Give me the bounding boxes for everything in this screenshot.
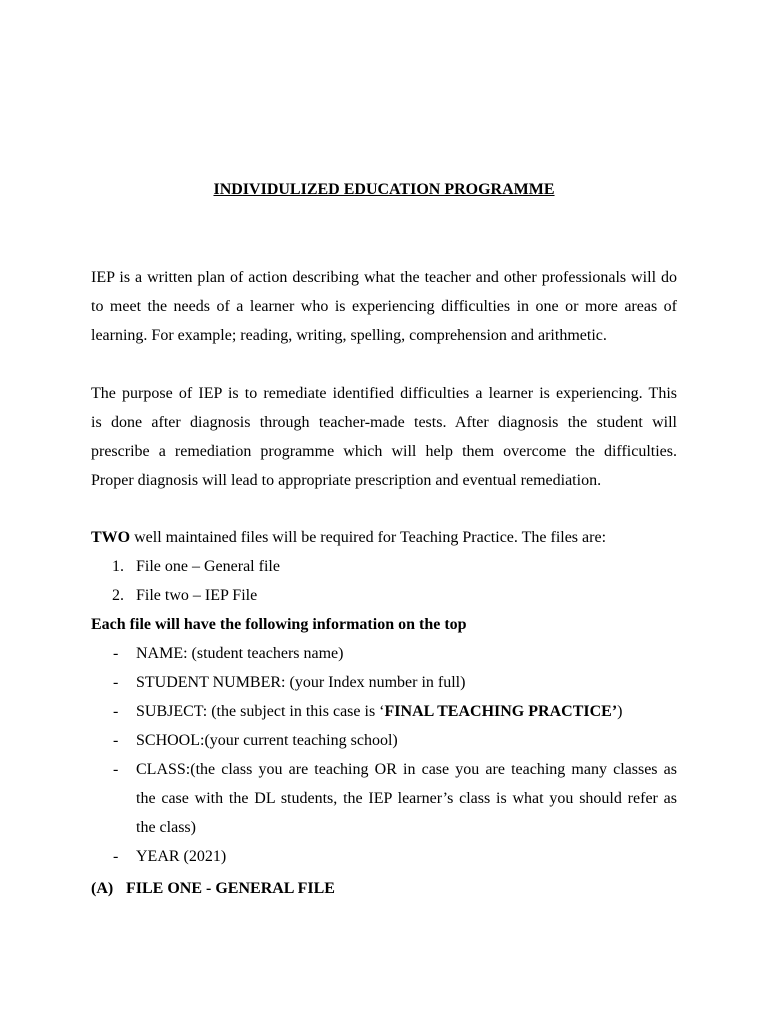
list-item-line: CLASS:(the class you are teaching OR in case you are teaching many classes as bbox=[136, 761, 677, 778]
list-number: 1. bbox=[112, 558, 124, 575]
list-item-text: File one – General file bbox=[136, 558, 280, 575]
dash-bullet: - bbox=[113, 732, 119, 749]
list-item-line: the class) bbox=[136, 819, 196, 836]
files-list bbox=[91, 552, 280, 610]
document-title: INDIVIDULIZED EDUCATION PROGRAMME bbox=[213, 181, 555, 198]
paragraph-line: learning. For example; reading, writing, spelling, comprehension and arithmetic. bbox=[91, 327, 607, 344]
list-item-line: the case with the DL students, the IEP learner’s class is what you should refer as bbox=[136, 790, 677, 807]
list-item-text bbox=[136, 697, 677, 726]
files-count-bold: TWO bbox=[91, 529, 131, 546]
files-intro-text: well maintained files will be required for Teaching Practice. The files are: bbox=[130, 529, 607, 546]
info-list bbox=[91, 639, 677, 871]
list-item-text: SCHOOL:(your current teaching school) bbox=[136, 732, 398, 749]
paragraph-line: prescribe a remediation programme which will help them overcome the difficulties. bbox=[91, 443, 677, 460]
section-title: FILE ONE - GENERAL FILE bbox=[126, 880, 335, 897]
list-item-text: File two – IEP File bbox=[136, 587, 258, 604]
list-item-text: STUDENT NUMBER: (your Index number in full) bbox=[136, 674, 466, 691]
list-item-text: NAME: (student teachers name) bbox=[136, 645, 344, 662]
subject-suffix: ) bbox=[617, 703, 623, 720]
dash-bullet: - bbox=[113, 848, 119, 865]
subject-bold: FINAL TEACHING PRACTICE’ bbox=[384, 703, 618, 720]
list-number: 2. bbox=[112, 587, 124, 604]
list-item bbox=[91, 581, 280, 610]
list-item-subject bbox=[91, 697, 677, 726]
paragraph-line: to meet the needs of a learner who is experiencing difficulties in one or more areas of bbox=[91, 298, 677, 315]
list-item-text: YEAR (2021) bbox=[136, 848, 227, 865]
list-item-student-number bbox=[91, 668, 677, 697]
files-intro bbox=[91, 523, 606, 552]
list-item-school bbox=[91, 726, 677, 755]
section-heading-file-one bbox=[91, 874, 335, 903]
paragraph-line: IEP is a written plan of action describing what the teacher and other professionals will do bbox=[91, 269, 677, 286]
dash-bullet: - bbox=[113, 703, 119, 720]
dash-bullet: - bbox=[113, 761, 119, 778]
list-item-year bbox=[91, 842, 677, 871]
paragraph-iep-definition bbox=[91, 263, 677, 350]
dash-bullet: - bbox=[113, 674, 119, 691]
paragraph-line: is done after diagnosis through teacher-made tests. After diagnosis the student will bbox=[91, 414, 677, 431]
info-heading: Each file will have the following information on the top bbox=[91, 616, 467, 633]
paragraph-iep-purpose bbox=[91, 379, 677, 495]
subject-prefix: SUBJECT: (the subject in this case is ‘ bbox=[136, 703, 385, 720]
list-item-class bbox=[91, 755, 677, 842]
section-label: (A) bbox=[91, 880, 114, 897]
paragraph-line: Proper diagnosis will lead to appropriate prescription and eventual remediation. bbox=[91, 472, 602, 489]
list-item bbox=[91, 552, 280, 581]
paragraph-line: The purpose of IEP is to remediate identified difficulties a learner is experiencing. This bbox=[91, 385, 677, 402]
list-item-name bbox=[91, 639, 677, 668]
dash-bullet: - bbox=[113, 645, 119, 662]
